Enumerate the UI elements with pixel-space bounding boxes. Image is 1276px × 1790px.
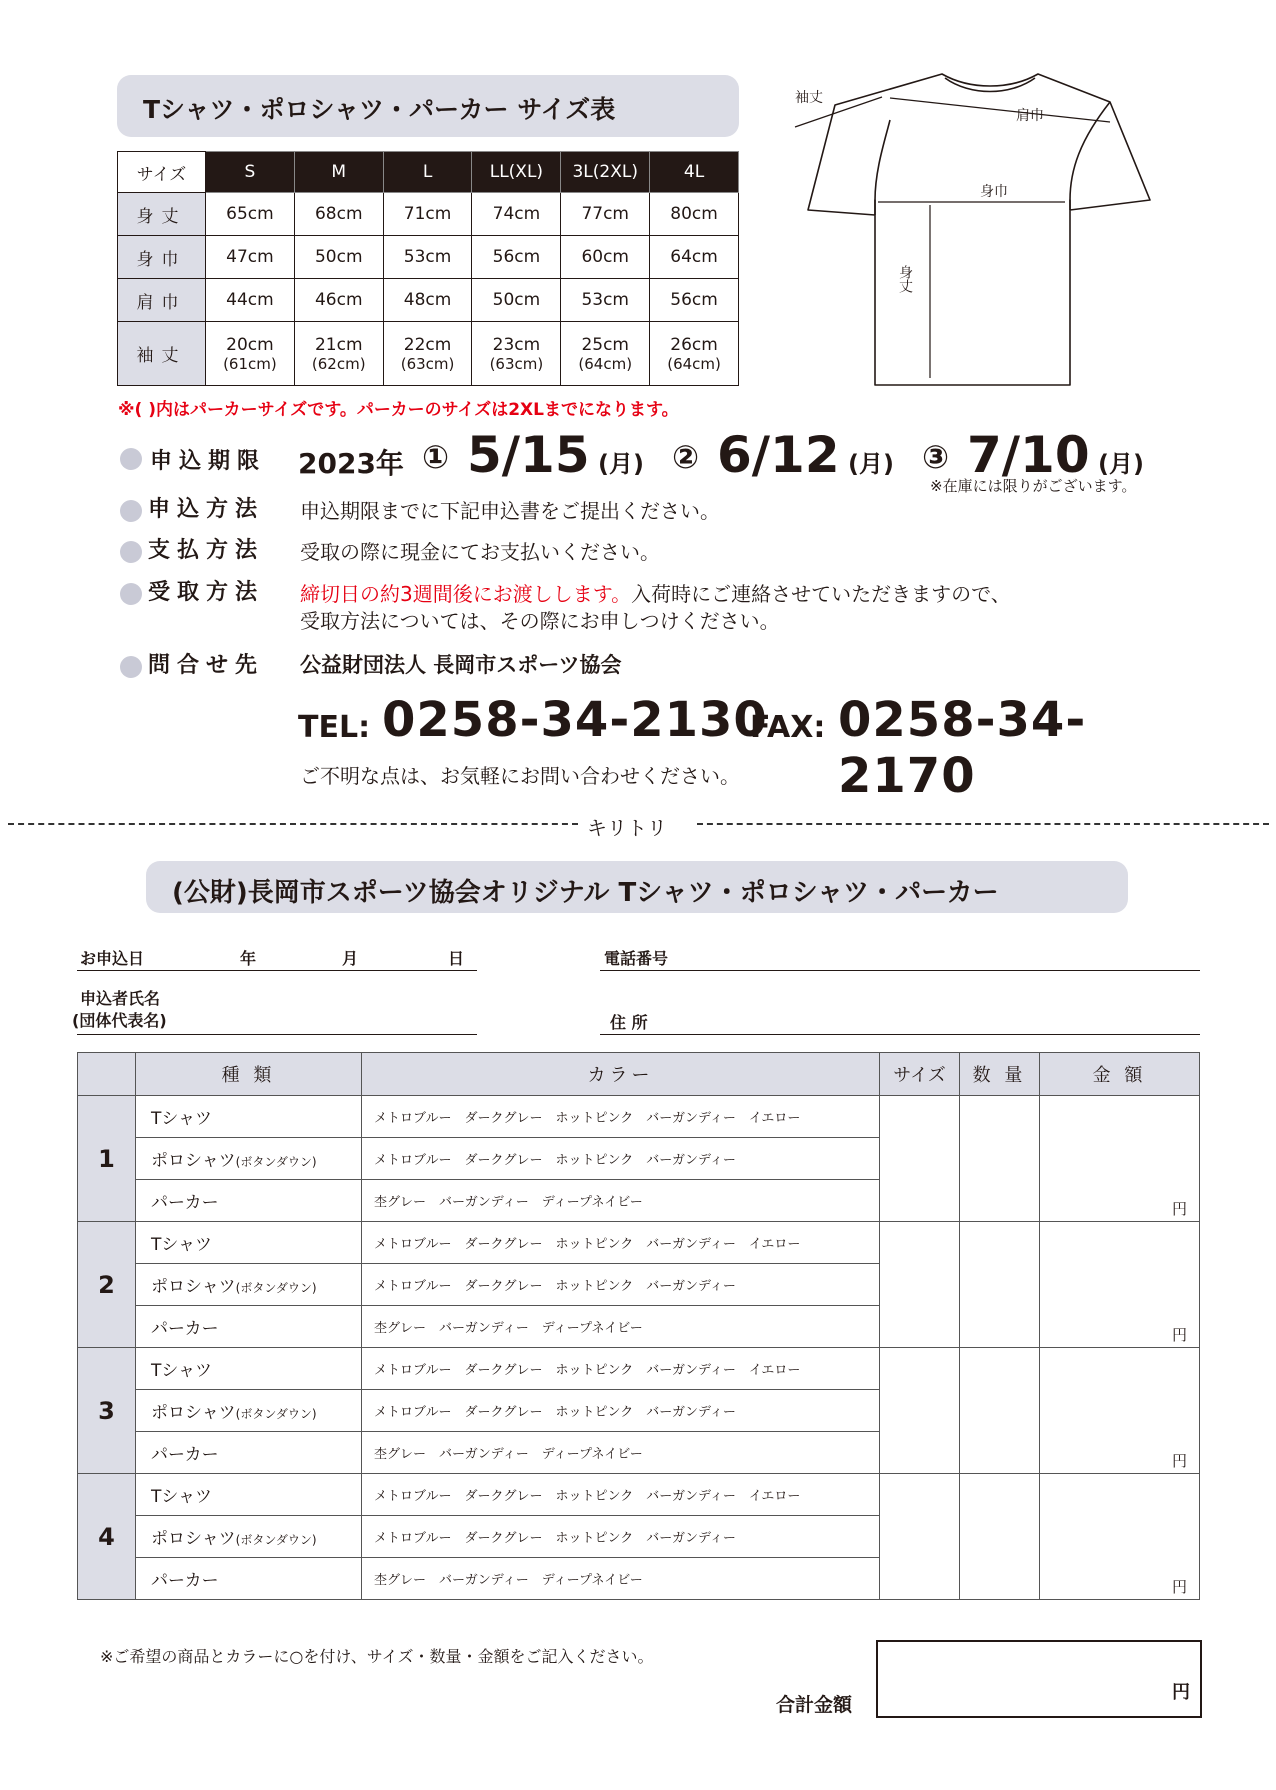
contact-org: 公益財団法人 長岡市スポーツ協会 (300, 653, 622, 677)
sleeve-value: 23cm (492, 334, 541, 355)
tshirt-diagram (780, 60, 1160, 400)
item-kind-sub: (ボタンダウン) (235, 1407, 317, 1421)
bullet-icon (120, 656, 142, 678)
name-field[interactable] (77, 1034, 477, 1035)
item-colors[interactable]: メトロブルー ダークグレー ホットピンク バーガンディー イエロー (362, 1474, 880, 1516)
item-kind: Tシャツ (136, 1474, 362, 1516)
item-colors[interactable]: 杢グレー バーガンディー ディープネイビー (362, 1558, 880, 1600)
deadline-date: 6/12 (717, 426, 840, 484)
year-label: 年 (240, 949, 257, 968)
size-cell: 56cm (650, 279, 739, 322)
size-cell: 60cm (561, 236, 650, 279)
diagram-sleeve-label: 袖丈 (795, 90, 823, 106)
name-label: 申込者氏名 (80, 989, 161, 1008)
size-cell (472, 322, 561, 386)
deadline-date: 5/15 (467, 426, 590, 484)
deadline-year: 2023年 (298, 447, 404, 480)
size-input[interactable] (880, 1222, 960, 1348)
size-cell: 46cm (294, 279, 383, 322)
address-label: 住 所 (610, 1013, 648, 1032)
deadline-label: 申込期限 (150, 449, 267, 474)
hoodie-size-note: ※( )内はパーカーサイズです。パーカーのサイズは2XLまでになります。 (118, 400, 679, 420)
sleeve-value: 21cm (314, 334, 363, 355)
payment-label: 支払方法 (148, 538, 265, 563)
bullet-icon (120, 448, 142, 470)
size-cell: 44cm (206, 279, 295, 322)
yen-label: 円 (1171, 1200, 1187, 1218)
size-cell (206, 322, 295, 386)
item-colors[interactable]: メトロブルー ダークグレー ホットピンク バーガンディー イエロー (362, 1096, 880, 1138)
header-kind: 種 類 (136, 1053, 362, 1096)
size-row (118, 322, 739, 386)
yen-label: 円 (1171, 1578, 1187, 1596)
size-header-label: サイズ (118, 152, 206, 193)
tel-label: TEL: (298, 710, 371, 745)
item-kind-sub: (ボタンダウン) (235, 1155, 317, 1169)
group-number: 1 (78, 1096, 136, 1222)
item-kind: Tシャツ (136, 1348, 362, 1390)
size-col: 3L(2XL) (561, 152, 650, 193)
hoodie-sleeve-value: (63cm) (400, 354, 455, 373)
bullet-icon (120, 583, 142, 605)
qty-input[interactable] (960, 1222, 1040, 1348)
size-input[interactable] (880, 1096, 960, 1222)
deadline-day: (月) (1098, 450, 1144, 478)
size-cell: 50cm (472, 279, 561, 322)
deadline-mark: ② (672, 438, 700, 476)
size-cell: 71cm (383, 193, 472, 236)
sleeve-value: 20cm (226, 334, 274, 355)
bullet-icon (120, 541, 142, 563)
size-row (118, 279, 739, 322)
row-label: 身丈 (118, 193, 206, 236)
receive-text (300, 578, 1011, 607)
size-table (117, 151, 739, 386)
size-chart-title-bar (117, 75, 739, 137)
payment-text: 受取の際に現金にてお支払いください。 (300, 540, 660, 564)
size-col: LL(XL) (472, 152, 561, 193)
qty-input[interactable] (960, 1474, 1040, 1600)
deadline-date: 7/10 (967, 426, 1090, 484)
total-amount-box[interactable] (876, 1640, 1202, 1718)
sleeve-value: 25cm (581, 334, 629, 355)
tel-number: 0258-34-2130 (382, 692, 768, 748)
total-label: 合計金額 (776, 1694, 853, 1716)
deadline-day: (月) (848, 450, 894, 478)
receive-text-2: 受取方法については、その際にお申しつけください。 (300, 609, 780, 633)
sleeve-value: 22cm (403, 334, 452, 355)
header-num (78, 1053, 136, 1096)
form-footnote: ※ご希望の商品とカラーに○を付け、サイズ・数量・金額をご記入ください。 (100, 1647, 654, 1666)
item-kind: Tシャツ (136, 1096, 362, 1138)
size-col: S (206, 152, 295, 193)
item-kind (136, 1516, 362, 1558)
group-number: 4 (78, 1474, 136, 1600)
method-label: 申込方法 (148, 497, 265, 522)
item-kind (136, 1138, 362, 1180)
hoodie-sleeve-value: (64cm) (667, 354, 721, 373)
sleeve-value: 26cm (670, 334, 718, 355)
item-colors[interactable]: 杢グレー バーガンディー ディープネイビー (362, 1432, 880, 1474)
amount-input[interactable] (1040, 1474, 1200, 1600)
deadline-mark: ① (422, 438, 450, 476)
header-qty: 数 量 (960, 1053, 1040, 1096)
header-color: カラー (362, 1053, 880, 1096)
cut-line-right (697, 823, 1269, 825)
item-kind-name: ポロシャツ (151, 1529, 236, 1549)
hoodie-sleeve-value: (63cm) (489, 354, 544, 373)
order-row (78, 1474, 1200, 1516)
deadline-mark: ③ (922, 438, 950, 476)
size-cell: 53cm (383, 236, 472, 279)
item-kind-sub: (ボタンダウン) (235, 1533, 317, 1547)
header-amount: 金 額 (1040, 1053, 1200, 1096)
qty-input[interactable] (960, 1096, 1040, 1222)
item-kind: パーカー (136, 1306, 362, 1348)
item-kind-name: ポロシャツ (151, 1403, 236, 1423)
item-colors[interactable]: 杢グレー バーガンディー ディープネイビー (362, 1180, 880, 1222)
receive-text-1: 入荷時にご連絡させていただきますので、 (631, 582, 1011, 606)
item-kind-name: ポロシャツ (151, 1277, 236, 1297)
item-colors[interactable]: メトロブルー ダークグレー ホットピンク バーガンディー イエロー (362, 1222, 880, 1264)
phone-label: 電話番号 (604, 949, 669, 968)
row-label: 身巾 (118, 236, 206, 279)
item-kind: パーカー (136, 1558, 362, 1600)
yen-label: 円 (1171, 1326, 1187, 1344)
size-cell (383, 322, 472, 386)
receive-label: 受取方法 (148, 580, 265, 605)
date-label: お申込日 (80, 949, 145, 968)
size-cell (561, 322, 650, 386)
size-input[interactable] (880, 1348, 960, 1474)
item-kind: パーカー (136, 1180, 362, 1222)
size-cell (294, 322, 383, 386)
size-cell: 56cm (472, 236, 561, 279)
order-row (78, 1222, 1200, 1264)
contact-row (120, 648, 622, 679)
size-row (118, 236, 739, 279)
form-title: (公財)長岡市スポーツ協会オリジナル Tシャツ・ポロシャツ・パーカー (172, 878, 999, 908)
item-kind (136, 1390, 362, 1432)
amount-input[interactable] (1040, 1222, 1200, 1348)
amount-input[interactable] (1040, 1348, 1200, 1474)
size-input[interactable] (880, 1474, 960, 1600)
group-number: 2 (78, 1222, 136, 1348)
method-text: 申込期限までに下記申込書をご提出ください。 (300, 499, 720, 523)
order-row (78, 1348, 1200, 1390)
row-label: 袖丈 (118, 322, 206, 386)
phone-field[interactable] (600, 970, 1200, 971)
item-kind (136, 1264, 362, 1306)
contact-note: ご不明な点は、お気軽にお問い合わせください。 (300, 764, 740, 788)
form-title-bar (146, 861, 1128, 913)
payment-row (120, 533, 660, 564)
cut-line-left (8, 823, 578, 825)
diagram-shoulder-label: 肩巾 (1016, 108, 1044, 124)
hoodie-sleeve-value: (61cm) (223, 354, 277, 373)
size-cell: 65cm (206, 193, 295, 236)
group-number: 3 (78, 1348, 136, 1474)
size-cell: 68cm (294, 193, 383, 236)
header-size: サイズ (880, 1053, 960, 1096)
fax-number: 0258-34-2170 (838, 692, 1087, 804)
item-colors[interactable]: 杢グレー バーガンディー ディープネイビー (362, 1306, 880, 1348)
item-colors[interactable]: メトロブルー ダークグレー ホットピンク バーガンディー (362, 1138, 880, 1180)
item-colors[interactable]: メトロブルー ダークグレー ホットピンク バーガンディー (362, 1264, 880, 1306)
receive-red-text: 締切日の約3週間後にお渡しします。 (300, 582, 632, 606)
total-yen-label: 円 (1172, 1682, 1190, 1703)
item-kind: Tシャツ (136, 1222, 362, 1264)
diagram-width-label: 身巾 (980, 184, 1008, 200)
size-cell: 48cm (383, 279, 472, 322)
deadline-day: (月) (598, 450, 644, 478)
amount-input[interactable] (1040, 1096, 1200, 1222)
diagram-length-label: 身丈 (897, 265, 913, 293)
size-cell: 74cm (472, 193, 561, 236)
size-row (118, 193, 739, 236)
receive-row (120, 575, 1011, 633)
day-label: 日 (448, 949, 465, 968)
size-col: L (383, 152, 472, 193)
size-cell: 47cm (206, 236, 295, 279)
item-colors[interactable]: メトロブルー ダークグレー ホットピンク バーガンディー イエロー (362, 1348, 880, 1390)
bullet-icon (120, 500, 142, 522)
yen-label: 円 (1171, 1452, 1187, 1470)
item-kind: パーカー (136, 1432, 362, 1474)
size-cell: 80cm (650, 193, 739, 236)
name-sub-label: (団体代表名) (72, 1011, 167, 1030)
size-col: 4L (650, 152, 739, 193)
item-kind-sub: (ボタンダウン) (235, 1281, 317, 1295)
size-cell: 64cm (650, 236, 739, 279)
hoodie-sleeve-value: (62cm) (311, 354, 366, 373)
size-cell: 50cm (294, 236, 383, 279)
hoodie-sleeve-value: (64cm) (578, 354, 633, 373)
address-field[interactable] (600, 1034, 1200, 1035)
order-table (77, 1052, 1200, 1600)
size-col: M (294, 152, 383, 193)
qty-input[interactable] (960, 1348, 1040, 1474)
method-row (120, 492, 720, 523)
size-chart-title: Tシャツ・ポロシャツ・パーカー サイズ表 (143, 95, 616, 124)
order-row (78, 1096, 1200, 1138)
item-kind-name: ポロシャツ (151, 1151, 236, 1171)
date-field[interactable] (77, 970, 477, 971)
month-label: 月 (342, 949, 359, 968)
size-cell (650, 322, 739, 386)
size-cell: 77cm (561, 193, 650, 236)
row-label: 肩巾 (118, 279, 206, 322)
size-cell: 53cm (561, 279, 650, 322)
item-colors[interactable]: メトロブルー ダークグレー ホットピンク バーガンディー (362, 1516, 880, 1558)
fax-label: FAX: (750, 710, 826, 745)
cut-label: キリトリ (587, 816, 667, 840)
item-colors[interactable]: メトロブルー ダークグレー ホットピンク バーガンディー (362, 1390, 880, 1432)
contact-label: 問合せ先 (148, 653, 265, 678)
stock-note: ※在庫には限りがございます。 (930, 477, 1137, 495)
